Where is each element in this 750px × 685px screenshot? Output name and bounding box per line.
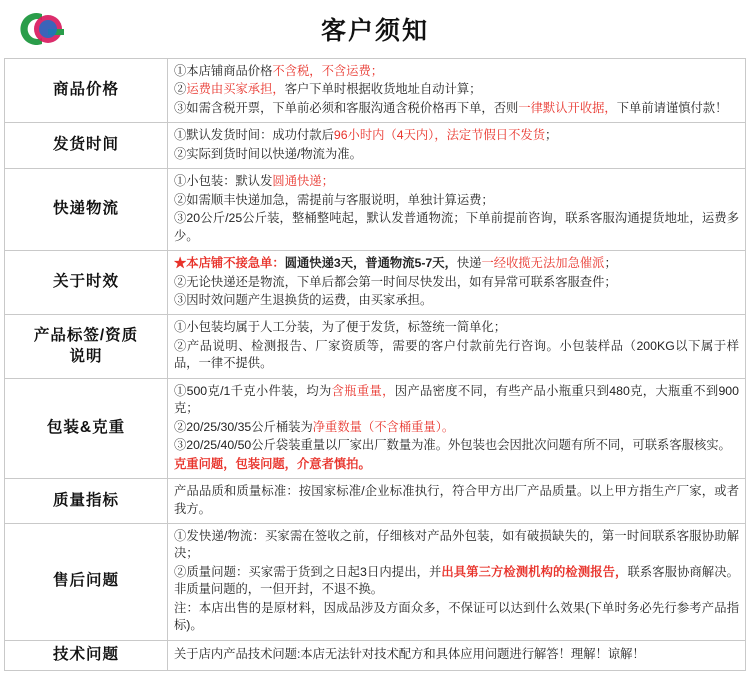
table-row [5, 479, 746, 524]
content-segment: ③因时效问题产生退换货的运费，由买家承担。 [174, 292, 433, 307]
content-segment: ②实际到货时间以快递/物流为准。 [174, 146, 362, 161]
row-content [168, 640, 746, 670]
row-label: 关于时效 [5, 251, 168, 315]
page-header [0, 0, 750, 58]
content-line [174, 192, 739, 209]
content-line [174, 274, 739, 291]
content-line [174, 81, 739, 98]
content-segment: ①小包装：默认发 [174, 174, 273, 189]
content-line [174, 146, 739, 163]
notice-table-body [5, 59, 746, 671]
row-content [168, 123, 746, 169]
content-line [174, 483, 739, 518]
content-segment: ② [174, 82, 187, 97]
content-line [174, 437, 739, 454]
row-label: 产品标签/资质 说明 [5, 315, 168, 378]
content-segment: ②20/25/30/35公斤桶装为 [174, 419, 313, 434]
row-label: 快递物流 [5, 169, 168, 251]
content-line [174, 646, 739, 663]
content-line [174, 100, 739, 117]
content-segment: 圆通快递； [272, 174, 334, 189]
content-segment: ①默认发货时间：成功付款后 [174, 128, 334, 143]
row-content [168, 315, 746, 378]
content-segment: 不含税，不含运费； [272, 64, 384, 78]
content-line [174, 456, 739, 473]
content-segment: ③如需含税开票，下单前必须和客服沟通含税价格再下单，否则 [174, 100, 519, 115]
row-content [168, 251, 746, 315]
content-line [174, 528, 739, 563]
content-segment: 出具第三方检测机构的检测报告， [441, 564, 628, 579]
content-segment: 一律默认开收据， [518, 100, 617, 115]
table-row [5, 315, 746, 378]
content-line [174, 173, 739, 190]
content-segment: 净重数量（不含桶重量）。 [312, 419, 455, 434]
content-line [174, 564, 739, 599]
content-segment: ②产品说明、检测报告、厂家资质等，需要的客户付款前先行咨询。小包装样品（200KG以下属于样品，一律不提供。 [174, 338, 739, 371]
content-segment: ②如需顺丰快递加急，需提前与客服说明，单独计算运费； [174, 192, 494, 207]
content-segment: 因产品密度不同，有些产品小瓶重只到480克，大瓶重不到900克； [174, 383, 739, 416]
content-segment: ③20/25/40/50公斤袋装重量以厂家出厂数量为准。外包装也会因批次问题有所不同，可联系客服核实。 [174, 438, 731, 453]
content-segment: 快递 [456, 256, 482, 271]
row-label: 包装&克重 [5, 378, 168, 478]
row-label: 售后问题 [5, 523, 168, 640]
row-content [168, 169, 746, 251]
content-line [174, 127, 739, 144]
content-line [174, 255, 739, 272]
page-title: 客户须知 [320, 18, 429, 45]
content-segment: ②质量问题：买家需于货到之日起3日内提出，并 [174, 564, 442, 579]
row-label: 发货时间 [5, 123, 168, 169]
content-segment: 圆通快递3天，普通物流5-7天， [284, 256, 457, 271]
content-segment: 客户下单时根据收货地址自动计算； [284, 82, 482, 97]
row-label: 技术问题 [5, 640, 168, 670]
notice-table [4, 58, 746, 671]
content-segment: 运费由买家承担， [186, 82, 285, 97]
content-segment: 联系客服协商解决。非质量问题的，一但开封，不退不换。 [174, 564, 739, 597]
content-segment: 一经收揽无法加急催派 [481, 256, 605, 271]
content-segment: 产品品质和质量标准：按国家标准/企业标准执行，符合甲方出厂产品质量。以上甲方指生产厂家，或者我方。 [174, 484, 739, 516]
content-segment: ①小包装均属于人工分装，为了便于发货，标签统一简单化； [174, 320, 507, 335]
content-segment: 含瓶重量， [331, 383, 395, 398]
table-row [5, 59, 746, 123]
table-row [5, 523, 746, 640]
content-line [174, 210, 739, 245]
table-row [5, 640, 746, 670]
content-line [174, 600, 739, 635]
content-line [174, 383, 739, 418]
content-segment: ； [545, 128, 558, 143]
content-segment: ； [604, 256, 617, 271]
content-segment: ①500克/1千克小件装，均为 [174, 383, 332, 398]
content-segment: 96小时内（4天内），法定节假日不发货 [333, 128, 545, 143]
table-row [5, 378, 746, 478]
content-segment: ③20公斤/25公斤装，整桶整吨起，默认发普通物流；下单前提前咨询，联系客服沟通提货地址，运费多少。 [174, 211, 739, 243]
row-content [168, 378, 746, 478]
content-line [174, 63, 739, 80]
content-line [174, 292, 739, 309]
row-content [168, 59, 746, 123]
row-label: 商品价格 [5, 59, 168, 123]
content-segment: 克重问题，包装问题，介意者慎拍。 [174, 456, 371, 471]
table-row [5, 169, 746, 251]
content-segment: 注：本店出售的是原材料，因成品涉及方面众多，不保证可以达到什么效果(下单时务必先行参考产品指标)。 [174, 600, 739, 633]
content-segment: ②无论快递还是物流，下单后都会第一时间尽快发出，如有异常可联系客服查件； [174, 274, 617, 289]
content-segment: ①发快递/物流：买家需在签收之前，仔细核对产品外包装，如有破损缺失的，第一时间联系客服协助解决； [174, 528, 739, 561]
content-segment: ★本店铺不接急单： [174, 256, 285, 271]
content-line [174, 419, 739, 436]
table-row [5, 123, 746, 169]
table-row [5, 251, 746, 315]
row-content [168, 523, 746, 640]
row-label: 质量指标 [5, 479, 168, 524]
content-line [174, 338, 739, 373]
content-segment: 关于店内产品技术问题:本店无法针对技术配方和具体应用问题进行解答！理解！谅解！ [174, 646, 645, 661]
content-segment: ①本店铺商品价格 [174, 64, 273, 78]
content-line [174, 319, 739, 336]
row-content [168, 479, 746, 524]
content-segment: 下单前请谨慎付款！ [616, 100, 728, 115]
